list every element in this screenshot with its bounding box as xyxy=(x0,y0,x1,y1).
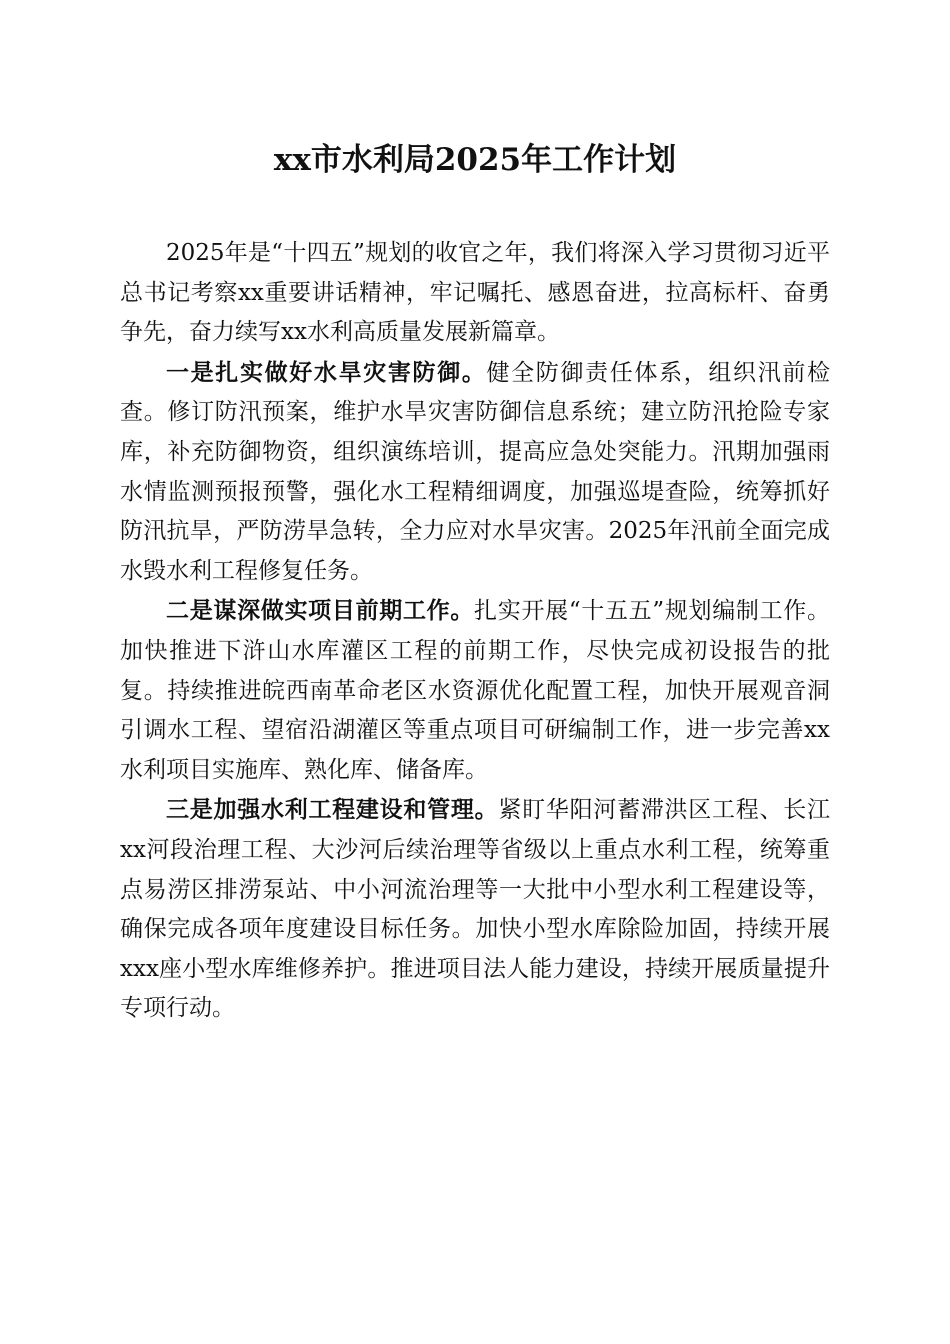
paragraph-text: 紧盯华阳河蓄滞洪区工程、长江xx河段治理工程、大沙河后续治理等省级以上重点水利工程，统筹重点易涝区排涝泵站、中小河流治理等一大批中小型水利工程建设等，确保完成各项年度建设目标任务。加快小型水库除险加固，持续开展xxx座小型水库维修养护。推进项目法人能力建设，持续开展质量提升专项行动。 xyxy=(120,797,831,1022)
paragraph-lead: 三是加强水利工程建设和管理。 xyxy=(166,796,499,824)
paragraph-intro xyxy=(120,233,830,353)
paragraph-text: 健全防御责任体系，组织汛前检查。修订防汛预案，维护水旱灾害防御信息系统；建立防汛抢险专家库，补充防御物资，组织演练培训，提高应急处突能力。汛期加强雨水情监测预报预警，强化水工程精细调度，加强巡堤查险，统筹抓好防汛抗旱，严防涝旱急转，全力应对水旱灾害。2025年汛前全面完成水毁水利工程修复任务。 xyxy=(120,359,831,584)
document-body xyxy=(120,233,830,1029)
paragraph-project-preparation xyxy=(120,591,830,790)
document-title: xx市水利局2025年工作计划 xyxy=(273,142,677,178)
paragraph-lead: 一是扎实做好水旱灾害防御。 xyxy=(166,358,487,386)
paragraph-flood-defense xyxy=(120,353,830,592)
paragraph-lead: 二是谋深做实项目前期工作。 xyxy=(166,597,475,625)
paragraph-text: 扎实开展“十五五”规划编制工作。加快推进下浒山水库灌区工程的前期工作，尽快完成初设报告的批复。持续推进皖西南革命老区水资源优化配置工程，加快开展观音洞引调水工程、望宿沿湖灌区等重点项目可研编制工作，进一步完善xx水利项目实施库、熟化库、储备库。 xyxy=(120,598,830,783)
paragraph-text: 2025年是“十四五”规划的收官之年，我们将深入学习贯彻习近平总书记考察xx重要讲话精神，牢记嘱托、感恩奋进，拉高标杆、奋勇争先，奋力续写xx水利高质量发展新篇章。 xyxy=(120,240,830,346)
paragraph-construction-management xyxy=(120,790,830,1029)
